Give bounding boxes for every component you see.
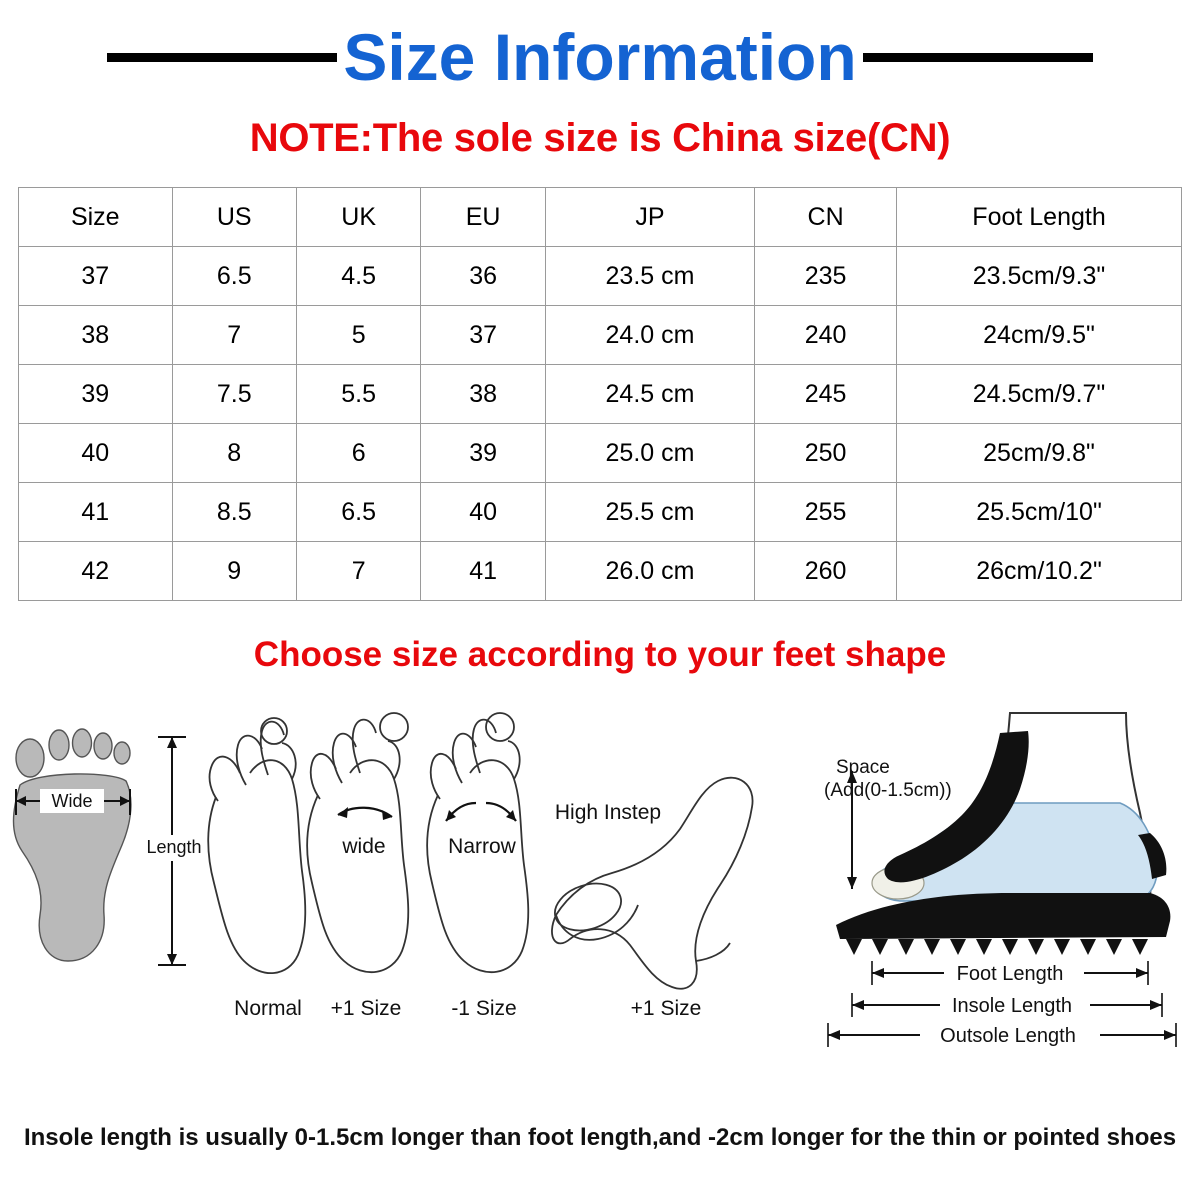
table-cell: 24cm/9.5" <box>897 306 1182 365</box>
wide-label: Wide <box>51 791 93 811</box>
table-cell: 260 <box>755 542 897 601</box>
table-cell: 41 <box>421 542 545 601</box>
foot-shape-diagram <box>0 693 1200 1047</box>
table-cell: 23.5cm/9.3" <box>897 247 1182 306</box>
table-cell: 39 <box>19 365 173 424</box>
table-header-cell: CN <box>755 188 897 247</box>
table-cell: 39 <box>421 424 545 483</box>
table-cell: 250 <box>755 424 897 483</box>
table-cell: 5.5 <box>296 365 420 424</box>
size-table-container <box>18 187 1182 601</box>
table-row <box>19 247 1182 306</box>
table-cell: 38 <box>19 306 173 365</box>
table-cell: 40 <box>19 424 173 483</box>
table-cell: 9 <box>172 542 296 601</box>
table-cell: 24.5cm/9.7" <box>897 365 1182 424</box>
table-cell: 23.5 cm <box>545 247 754 306</box>
table-cell: 8 <box>172 424 296 483</box>
table-cell: 36 <box>421 247 545 306</box>
narrow-foot-label: Narrow <box>448 835 516 858</box>
table-cell: 37 <box>19 247 173 306</box>
footnote-text: Insole length is usually 0-1.5cm longer than foot length,and -2cm longer for the thin or pointed shoes <box>23 1124 1177 1151</box>
table-cell: 42 <box>19 542 173 601</box>
grey-foot-diagram <box>14 729 203 965</box>
table-cell: 25cm/9.8" <box>897 424 1182 483</box>
table-header-row <box>19 188 1182 247</box>
table-cell: 255 <box>755 483 897 542</box>
space-label-line1: Space <box>836 757 890 778</box>
insole-length-label: Insole Length <box>951 995 1073 1017</box>
table-cell: 40 <box>421 483 545 542</box>
page-title-row <box>0 0 1200 94</box>
table-header-cell: Size <box>19 188 173 247</box>
shoe-cross-section <box>824 713 1170 1017</box>
subheading: Choose size according to your feet shape <box>253 635 947 674</box>
table-cell: 25.5 cm <box>545 483 754 542</box>
normal-foot-outline <box>208 718 305 973</box>
page-title: Size Information <box>343 20 857 94</box>
table-header-cell: US <box>172 188 296 247</box>
table-cell: 6.5 <box>172 247 296 306</box>
length-label: Length <box>146 837 202 857</box>
table-cell: 26cm/10.2" <box>897 542 1182 601</box>
outsole-measure-svg <box>0 1013 1200 1059</box>
table-cell: 235 <box>755 247 897 306</box>
high-instep-size-label: +1 Size <box>630 997 702 1020</box>
table-cell: 240 <box>755 306 897 365</box>
table-cell: 7 <box>296 542 420 601</box>
table-cell: 4.5 <box>296 247 420 306</box>
table-cell: 8.5 <box>172 483 296 542</box>
table-row <box>19 483 1182 542</box>
title-rule-right <box>863 53 1093 62</box>
table-row <box>19 542 1182 601</box>
high-instep-label: High Instep <box>554 801 662 824</box>
table-cell: 41 <box>19 483 173 542</box>
table-cell: 37 <box>421 306 545 365</box>
table-cell: 26.0 cm <box>545 542 754 601</box>
table-row <box>19 306 1182 365</box>
diagram-svg <box>0 693 1200 1023</box>
table-cell: 6 <box>296 424 420 483</box>
table-header-cell: UK <box>296 188 420 247</box>
size-table <box>18 187 1182 601</box>
table-cell: 7.5 <box>172 365 296 424</box>
table-cell: 6.5 <box>296 483 420 542</box>
foot-length-label: Foot Length <box>956 963 1064 985</box>
table-cell: 245 <box>755 365 897 424</box>
normal-foot-label: Normal <box>234 997 302 1020</box>
table-row <box>19 424 1182 483</box>
table-row <box>19 365 1182 424</box>
note-text: NOTE:The sole size is China size(CN) <box>249 116 951 160</box>
table-header-cell: JP <box>545 188 754 247</box>
table-cell: 25.0 cm <box>545 424 754 483</box>
wide-foot-label: wide <box>342 835 386 858</box>
space-label-line2: (Add(0-1.5cm)) <box>824 780 952 801</box>
narrow-foot-size-label: -1 Size <box>451 997 517 1020</box>
table-cell: 38 <box>421 365 545 424</box>
table-header-cell: Foot Length <box>897 188 1182 247</box>
table-cell: 25.5cm/10" <box>897 483 1182 542</box>
table-cell: 5 <box>296 306 420 365</box>
outsole-length-label: Outsole Length <box>940 1025 1076 1047</box>
table-header-cell: EU <box>421 188 545 247</box>
title-rule-left <box>107 53 337 62</box>
wide-foot-size-label: +1 Size <box>330 997 402 1020</box>
table-cell: 24.5 cm <box>545 365 754 424</box>
table-cell: 7 <box>172 306 296 365</box>
table-cell: 24.0 cm <box>545 306 754 365</box>
